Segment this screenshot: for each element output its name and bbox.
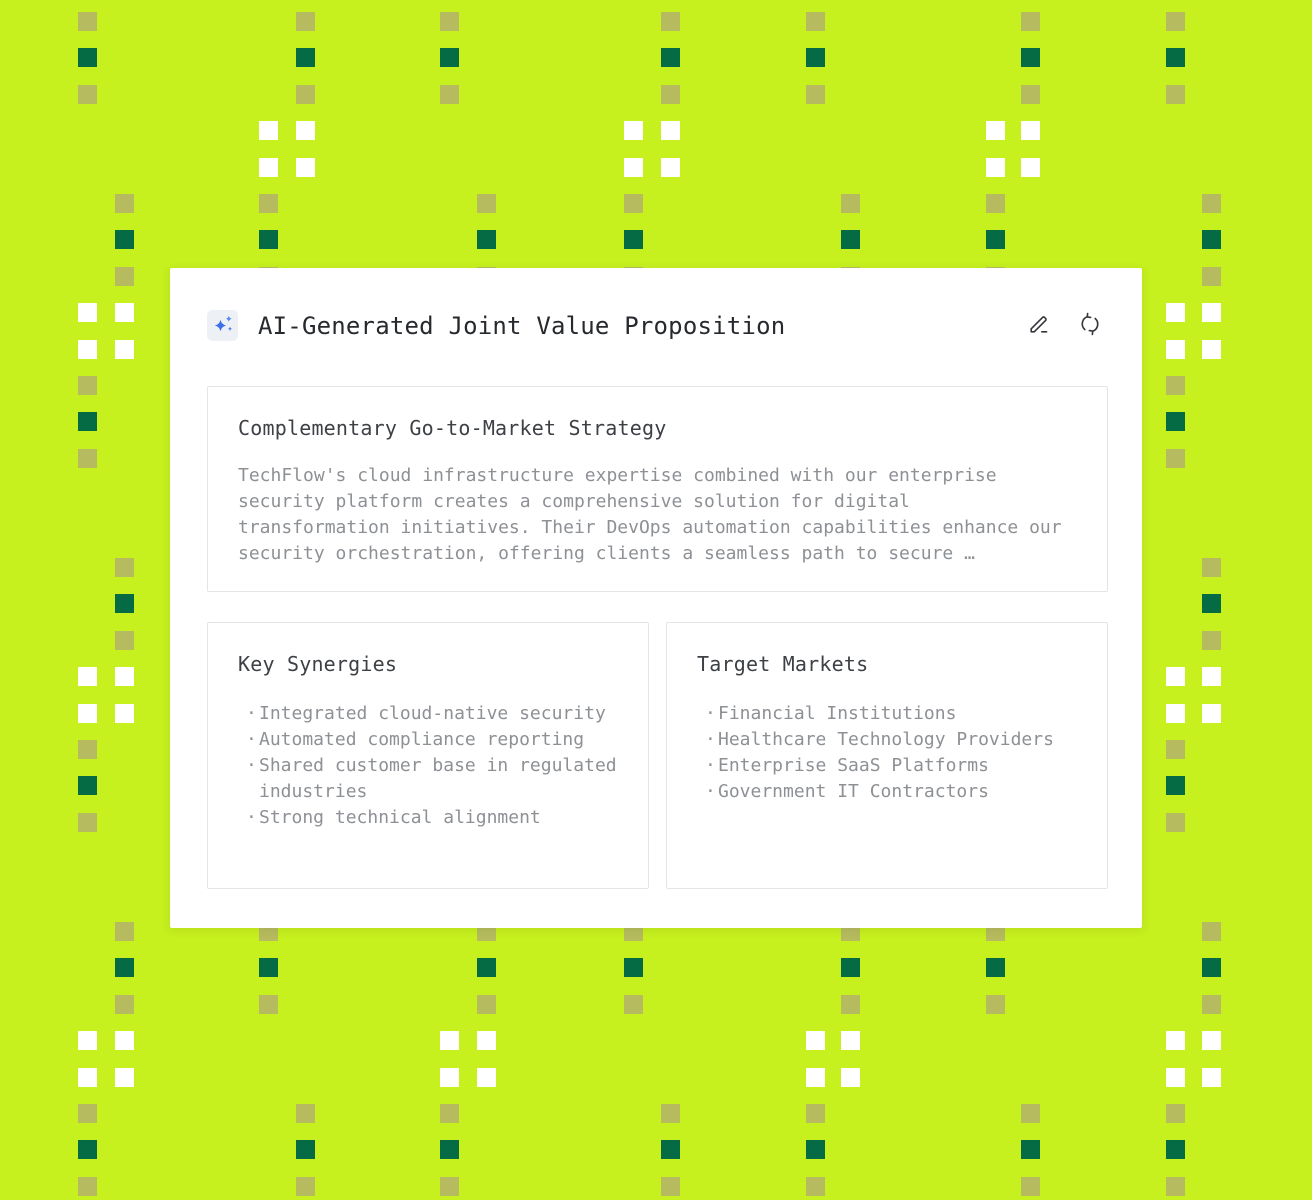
- pattern-square: [78, 12, 97, 31]
- pattern-square: [78, 85, 97, 104]
- bullet-dot: ·: [705, 729, 716, 750]
- synergies-section: [207, 622, 649, 889]
- pattern-square: [1166, 667, 1185, 686]
- pattern-square: [259, 995, 278, 1014]
- pattern-square: [477, 1031, 496, 1050]
- list-item: [697, 753, 1077, 779]
- pattern-square: [78, 704, 97, 723]
- bullet-dot: ·: [705, 755, 716, 776]
- pattern-square: [624, 995, 643, 1014]
- bullet-dot: ·: [246, 807, 257, 828]
- list-item: [238, 805, 618, 831]
- pencil-icon: [1026, 311, 1052, 337]
- pattern-square: [1021, 1104, 1040, 1123]
- pattern-square: [1166, 1140, 1185, 1159]
- ai-badge: [207, 310, 238, 341]
- pattern-square: [1021, 48, 1040, 67]
- sparkles-icon: [211, 312, 235, 340]
- pattern-square: [440, 1104, 459, 1123]
- pattern-square: [1166, 376, 1185, 395]
- pattern-square: [440, 48, 459, 67]
- pattern-square: [806, 85, 825, 104]
- list-item-text: Shared customer base in regulated industries: [259, 755, 617, 802]
- list-item: [238, 727, 618, 753]
- pattern-square: [78, 1177, 97, 1196]
- list-item-text: Enterprise SaaS Platforms: [718, 755, 989, 776]
- refresh-button[interactable]: [1073, 307, 1107, 341]
- pattern-square: [259, 230, 278, 249]
- pattern-square: [115, 704, 134, 723]
- pattern-square: [296, 158, 315, 177]
- pattern-square: [661, 158, 680, 177]
- pattern-square: [806, 12, 825, 31]
- pattern-square: [624, 958, 643, 977]
- pattern-square: [1202, 194, 1221, 213]
- pattern-square: [440, 1177, 459, 1196]
- pattern-square: [115, 631, 134, 650]
- pattern-square: [1166, 1068, 1185, 1087]
- pattern-square: [1202, 303, 1221, 322]
- pattern-square: [806, 1031, 825, 1050]
- pattern-square: [440, 1068, 459, 1087]
- pattern-square: [440, 1140, 459, 1159]
- pattern-square: [78, 776, 97, 795]
- pattern-square: [661, 1177, 680, 1196]
- bullet-dot: ·: [705, 703, 716, 724]
- pattern-square: [115, 1031, 134, 1050]
- pattern-square: [440, 85, 459, 104]
- list-item-text: Integrated cloud-native security: [259, 703, 606, 724]
- pattern-square: [841, 995, 860, 1014]
- pattern-square: [115, 995, 134, 1014]
- bullet-dot: ·: [246, 755, 257, 776]
- pattern-square: [78, 1031, 97, 1050]
- pattern-square: [1202, 1068, 1221, 1087]
- pattern-square: [841, 1068, 860, 1087]
- pattern-square: [986, 230, 1005, 249]
- strategy-section: [207, 386, 1108, 592]
- pattern-square: [1021, 158, 1040, 177]
- pattern-square: [78, 667, 97, 686]
- card-title: AI-Generated Joint Value Proposition: [258, 312, 786, 340]
- pattern-square: [78, 48, 97, 67]
- pattern-square: [986, 995, 1005, 1014]
- pattern-square: [1166, 303, 1185, 322]
- pattern-square: [1202, 704, 1221, 723]
- list-item-text: Government IT Contractors: [718, 781, 989, 802]
- pattern-square: [1166, 740, 1185, 759]
- pattern-square: [115, 340, 134, 359]
- pattern-square: [841, 1031, 860, 1050]
- pattern-square: [806, 48, 825, 67]
- pattern-square: [624, 194, 643, 213]
- pattern-square: [78, 1068, 97, 1087]
- pattern-square: [259, 958, 278, 977]
- pattern-square: [1202, 230, 1221, 249]
- pattern-square: [115, 230, 134, 249]
- list-item-text: Financial Institutions: [718, 703, 957, 724]
- pattern-square: [477, 995, 496, 1014]
- pattern-square: [1202, 995, 1221, 1014]
- strategy-heading: Complementary Go-to-Market Strategy: [238, 416, 667, 440]
- list-item-text: Healthcare Technology Providers: [718, 729, 1054, 750]
- pattern-square: [296, 85, 315, 104]
- pattern-square: [986, 158, 1005, 177]
- pattern-square: [986, 958, 1005, 977]
- pattern-square: [661, 1104, 680, 1123]
- pattern-square: [78, 412, 97, 431]
- pattern-square: [115, 1068, 134, 1087]
- pattern-square: [296, 48, 315, 67]
- markets-list: [697, 701, 1077, 805]
- pattern-square: [259, 121, 278, 140]
- pattern-square: [661, 1140, 680, 1159]
- pattern-square: [1166, 776, 1185, 795]
- pattern-square: [624, 158, 643, 177]
- pattern-square: [477, 958, 496, 977]
- pattern-square: [477, 194, 496, 213]
- pattern-square: [986, 121, 1005, 140]
- synergies-list: [238, 701, 618, 831]
- pattern-square: [661, 121, 680, 140]
- pattern-square: [806, 1140, 825, 1159]
- pattern-square: [78, 1104, 97, 1123]
- pattern-square: [78, 813, 97, 832]
- pattern-square: [1202, 922, 1221, 941]
- pattern-square: [115, 667, 134, 686]
- pattern-square: [477, 1068, 496, 1087]
- value-prop-card: [170, 268, 1142, 928]
- pattern-square: [259, 158, 278, 177]
- pattern-square: [1166, 12, 1185, 31]
- pattern-square: [296, 1104, 315, 1123]
- markets-section: [666, 622, 1108, 889]
- pattern-square: [841, 230, 860, 249]
- pattern-square: [806, 1068, 825, 1087]
- pattern-square: [1166, 813, 1185, 832]
- pattern-square: [115, 194, 134, 213]
- pattern-square: [806, 1177, 825, 1196]
- pattern-square: [1166, 449, 1185, 468]
- pattern-square: [115, 303, 134, 322]
- pattern-square: [841, 958, 860, 977]
- pattern-square: [1202, 631, 1221, 650]
- pattern-square: [624, 230, 643, 249]
- pattern-square: [661, 48, 680, 67]
- synergies-heading: Key Synergies: [238, 652, 398, 676]
- pattern-square: [1021, 121, 1040, 140]
- pattern-square: [841, 194, 860, 213]
- pattern-square: [1021, 12, 1040, 31]
- pattern-square: [440, 1031, 459, 1050]
- pattern-square: [1166, 48, 1185, 67]
- pattern-square: [259, 194, 278, 213]
- pattern-square: [440, 12, 459, 31]
- pattern-square: [1166, 85, 1185, 104]
- pattern-square: [1021, 1140, 1040, 1159]
- strategy-body: TechFlow's cloud infrastructure expertise combined with our enterprise security platform creates a comprehensive solution for digital transformation initiatives. Their DevOps automation capabilities enhance our security orchestration, offering clients a seamless path to secure …: [238, 465, 1062, 564]
- pattern-square: [1202, 340, 1221, 359]
- pattern-square: [296, 1177, 315, 1196]
- pattern-square: [296, 121, 315, 140]
- pattern-square: [1021, 1177, 1040, 1196]
- pattern-square: [661, 85, 680, 104]
- list-item-text: Automated compliance reporting: [259, 729, 585, 750]
- pattern-square: [115, 594, 134, 613]
- list-item: [697, 701, 1077, 727]
- pattern-square: [78, 340, 97, 359]
- pattern-square: [1202, 667, 1221, 686]
- pattern-square: [78, 449, 97, 468]
- pattern-square: [1202, 958, 1221, 977]
- pattern-square: [1166, 704, 1185, 723]
- list-item: [238, 753, 618, 805]
- pattern-square: [477, 230, 496, 249]
- pattern-square: [296, 1140, 315, 1159]
- list-item: [238, 701, 618, 727]
- list-item-text: Strong technical alignment: [259, 807, 541, 828]
- list-item: [697, 779, 1077, 805]
- pattern-square: [1202, 594, 1221, 613]
- pattern-square: [986, 194, 1005, 213]
- list-item: [697, 727, 1077, 753]
- pattern-square: [115, 558, 134, 577]
- pattern-square: [1166, 340, 1185, 359]
- pattern-square: [78, 740, 97, 759]
- refresh-icon: [1077, 311, 1103, 337]
- pattern-square: [1166, 1104, 1185, 1123]
- edit-button[interactable]: [1022, 307, 1056, 341]
- pattern-square: [1166, 1031, 1185, 1050]
- pattern-square: [78, 303, 97, 322]
- pattern-square: [1202, 267, 1221, 286]
- pattern-square: [78, 1140, 97, 1159]
- pattern-square: [115, 267, 134, 286]
- bullet-dot: ·: [705, 781, 716, 802]
- bullet-dot: ·: [246, 729, 257, 750]
- pattern-square: [624, 121, 643, 140]
- pattern-square: [1021, 85, 1040, 104]
- pattern-square: [296, 12, 315, 31]
- pattern-square: [115, 922, 134, 941]
- pattern-square: [115, 958, 134, 977]
- pattern-square: [1202, 558, 1221, 577]
- pattern-square: [1166, 412, 1185, 431]
- pattern-square: [661, 12, 680, 31]
- pattern-square: [1166, 1177, 1185, 1196]
- bullet-dot: ·: [246, 703, 257, 724]
- pattern-square: [1202, 1031, 1221, 1050]
- pattern-square: [806, 1104, 825, 1123]
- markets-heading: Target Markets: [697, 652, 869, 676]
- pattern-square: [78, 376, 97, 395]
